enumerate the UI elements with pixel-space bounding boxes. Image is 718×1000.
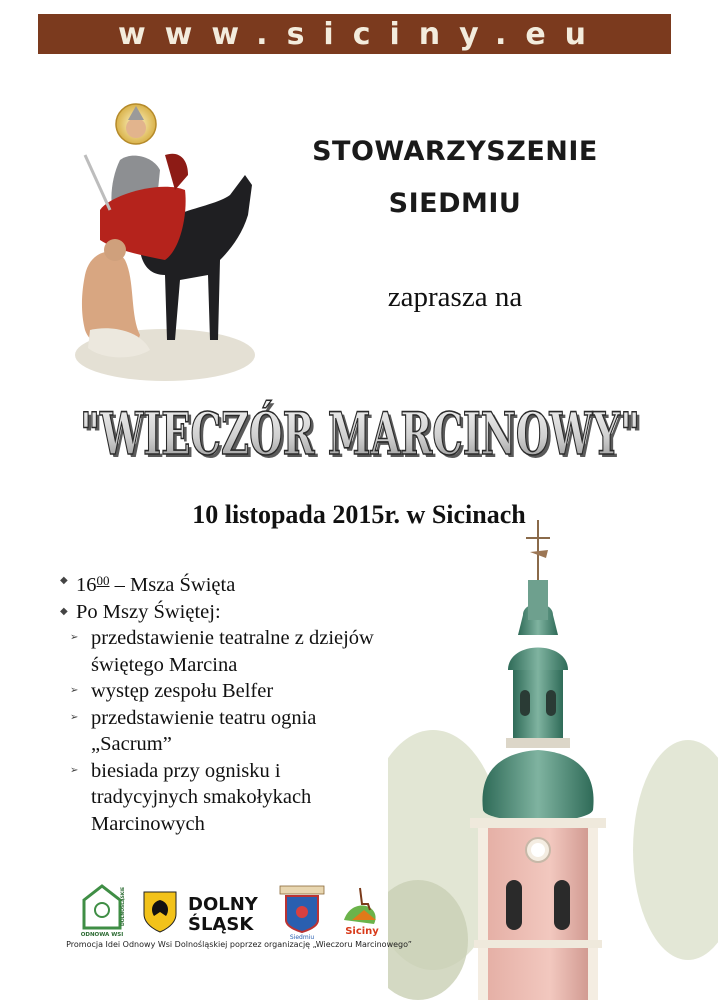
footer-promo-text: Promocja Idei Odnowy Wsi Dolnośląskiej poprzez organizację „Wieczoru Marcinowego” bbox=[66, 940, 412, 949]
event-title bbox=[60, 388, 660, 468]
saint-martin-illustration bbox=[70, 100, 260, 385]
arrow-bullet-icon: ➢ bbox=[70, 764, 79, 776]
stowarzyszenie-siedmiu-logo bbox=[280, 886, 324, 940]
event-title-shadow: "WIECZÓR MARCINOWY" bbox=[83, 403, 643, 468]
schedule-item-after-mass: ◆ Po Mszy Świętej: bbox=[58, 599, 418, 626]
schedule-subitem: ➢ występ zespołu Belfer bbox=[58, 678, 418, 705]
invites-text: zaprasza na bbox=[387, 281, 523, 313]
church-tower-illustration bbox=[388, 520, 718, 1000]
svg-text:Siedmiu: Siedmiu bbox=[289, 934, 315, 940]
svg-text:ŚLĄSK: ŚLĄSK bbox=[188, 914, 254, 935]
diamond-bullet-icon: ◆ bbox=[60, 575, 68, 586]
schedule-subitem-continuation: Marcinowych bbox=[91, 812, 205, 835]
svg-text:DOLNOŚLĄSKIE: DOLNOŚLĄSKIE bbox=[121, 886, 126, 926]
dolny-slask-logo bbox=[188, 894, 259, 935]
arrow-bullet-icon: ➢ bbox=[70, 711, 79, 723]
diamond-bullet-icon: ◆ bbox=[60, 605, 68, 617]
schedule-subitem-continuation: tradycyjnych smakołykach bbox=[91, 786, 312, 808]
schedule-subitem: ➢ biesiada przy ognisku i bbox=[58, 758, 418, 785]
arrow-bullet-icon: ➢ bbox=[70, 632, 79, 643]
odnowa-wsi-logo bbox=[81, 886, 126, 938]
website-banner bbox=[38, 14, 671, 54]
dolnoslaskie-coat-of-arms-icon bbox=[144, 892, 176, 932]
svg-text:ODNOWA WSI: ODNOWA WSI bbox=[80, 932, 124, 938]
organizer-name-line-2: SIEDMIU bbox=[388, 188, 522, 219]
event-title-text: "WIECZÓR MARCINOWY" bbox=[80, 400, 640, 468]
sponsor-logos bbox=[80, 880, 410, 940]
website-url: www.siciny.eu bbox=[117, 16, 606, 52]
svg-text:DOLNY: DOLNY bbox=[188, 894, 258, 915]
schedule-subitem-continuation: „Sacrum” bbox=[91, 733, 172, 755]
schedule-subitem-continuation: świętego Marcina bbox=[91, 653, 238, 676]
schedule-subitem: ➢ przedstawienie teatru ognia bbox=[58, 705, 418, 732]
svg-text:Siciny: Siciny bbox=[345, 926, 379, 937]
schedule-subitem: ➢ przedstawienie teatralne z dziejów bbox=[58, 625, 418, 652]
arrow-bullet-icon: ➢ bbox=[70, 685, 79, 696]
event-schedule bbox=[58, 568, 418, 837]
event-date-place: 10 listopada 2015r. w Sicinach bbox=[192, 500, 526, 529]
schedule-item-mass: ◆ $16^{00}$ – Msza Święta bbox=[58, 568, 418, 599]
siciny-logo bbox=[344, 888, 379, 937]
organizer-name-line-1: STOWARZYSZENIE bbox=[312, 136, 598, 167]
